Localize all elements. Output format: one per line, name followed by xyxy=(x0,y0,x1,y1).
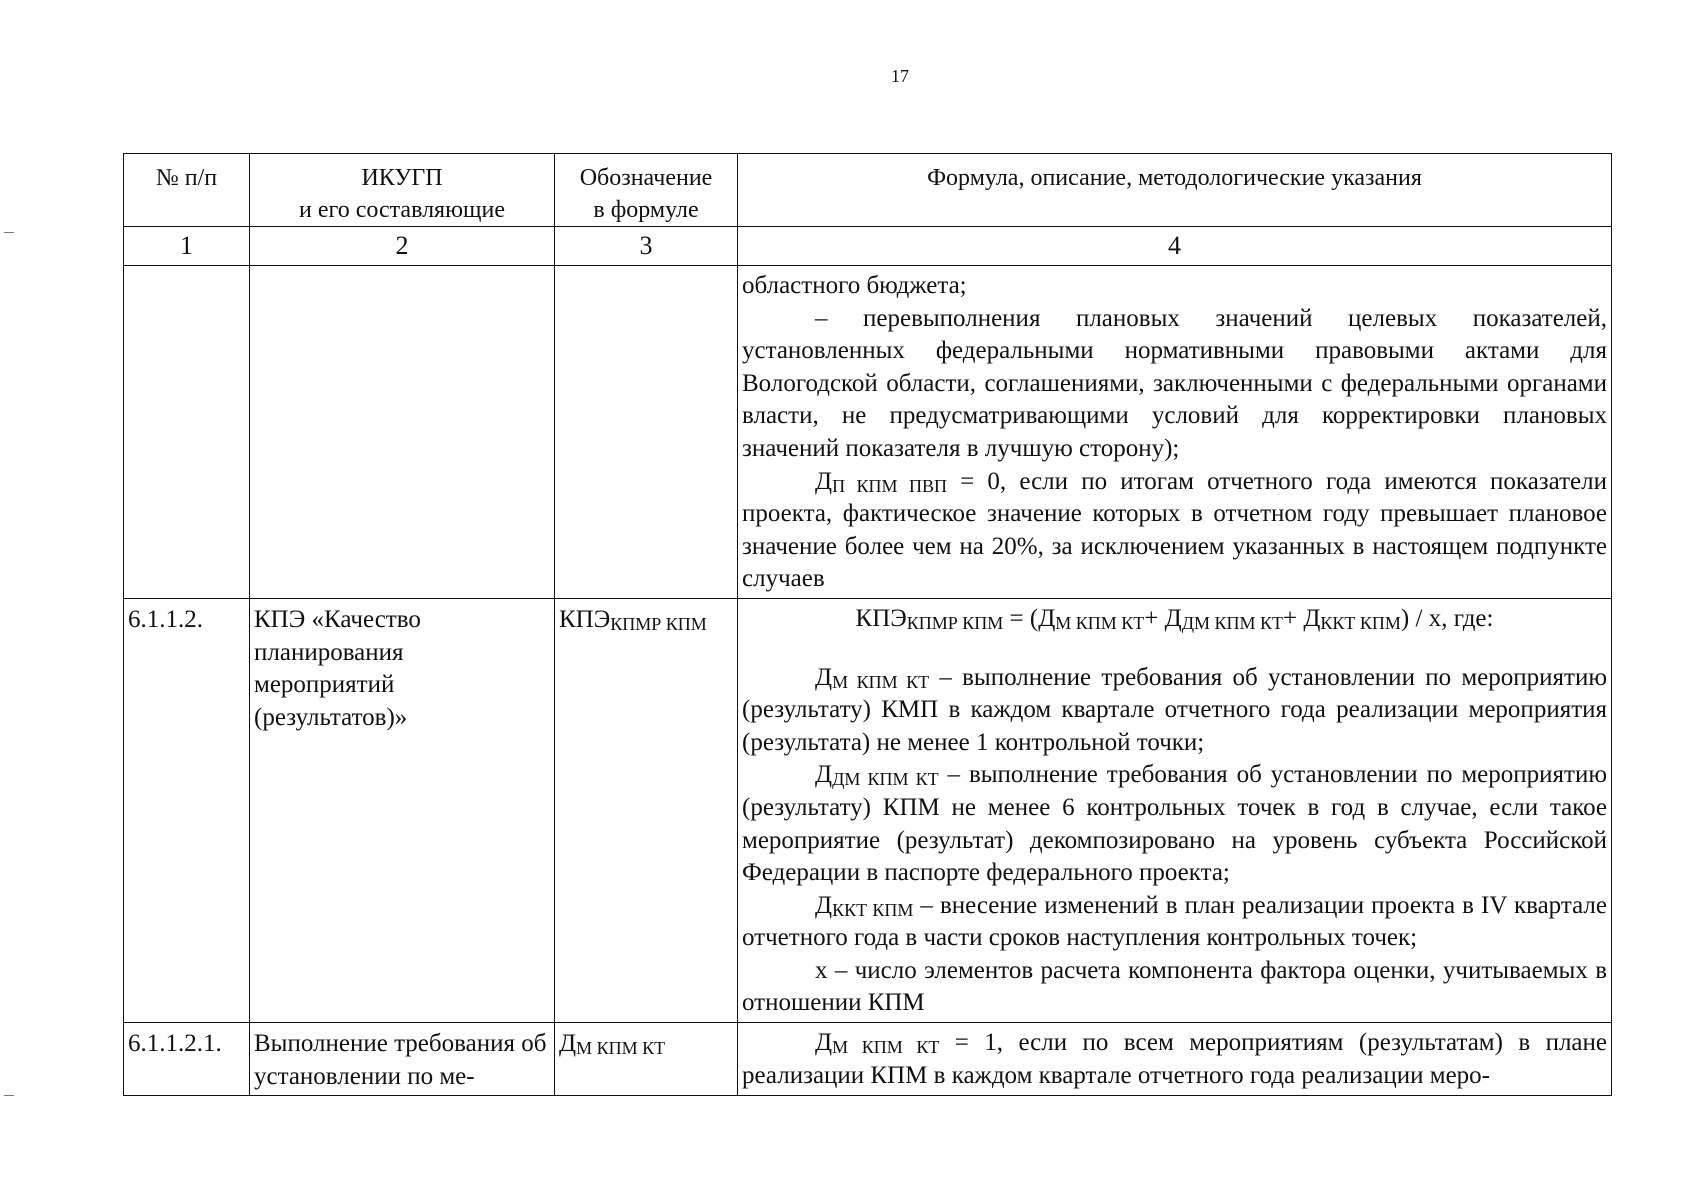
row-indicator-cell: КПЭ «Качество планирования мероприятий (результатов)» xyxy=(250,598,555,1022)
indicator-table xyxy=(123,153,1612,1096)
header-number: № п/п xyxy=(124,154,250,227)
paragraph: – перевыполнения плановых значений целевых показателей, установленных федеральными нормативными правовыми актами для Вологодской области, соглашениями, заключенными с федеральными органами власти, не предусматривающими условий для корректировки плановых значений показателя в лучшую сторону); xyxy=(742,304,1607,462)
row-symbol-cell: $Д_{М КПМ КТ}$ xyxy=(555,1023,738,1096)
column-number: 4 xyxy=(738,227,1612,266)
row-indicator-cell xyxy=(250,266,555,599)
table-row xyxy=(124,1023,1612,1096)
row-number-cell xyxy=(124,266,250,599)
row-number-cell: 6.1.1.2. xyxy=(124,598,250,1022)
paragraph: $Д_{ДМ КПМ КТ}$ – выполнение требования об установлении по мероприятию (результату) КПМ не менее 6 контрольных точек в год в случае, если такое мероприятие (результат) декомпозировано на уровень субъекта Российской Федерации в паспорте федерального проекта; xyxy=(742,761,1607,887)
table-row xyxy=(124,266,1612,599)
row-number-cell: 6.1.1.2.1. xyxy=(124,1023,250,1096)
paragraph: $Д_{П КПМ ПВП} = 0$, если по итогам отчетного года имеются показатели проекта, фактическое значение которых в отчетном году превышает плановое значение более чем на 20%, за исключением указанных в настоящем подпункте случаев xyxy=(742,467,1607,593)
header-indicator: ИКУГП и его составляющие xyxy=(250,154,555,227)
row-description-cell xyxy=(738,598,1612,1022)
paragraph: x – число элементов расчета компонента фактора оценки, учитываемых в отношении КПМ xyxy=(742,956,1607,1017)
formula: $КПЭ_{КПМР КПМ} = (Д_{М КПМ КТ}+ Д_{ДМ КПМ КТ}+ Д_{ККТ КПМ}) / x$, где: xyxy=(855,604,1494,633)
row-symbol-cell xyxy=(555,266,738,599)
header-symbol: Обозначение в формуле xyxy=(555,154,738,227)
row-indicator-cell: Выполнение требования об установлении по ме- xyxy=(250,1023,555,1096)
paragraph: областного бюджета; xyxy=(742,272,967,299)
column-number: 2 xyxy=(250,227,555,266)
paragraph: $Д_{М КПМ КТ}$ – выполнение требования об установлении по мероприятию (результату) КМП в каждом квартале отчетного года реализации мероприятия (результата) не менее 1 контрольной точки; xyxy=(742,663,1607,756)
scan-margin-mark xyxy=(4,1095,14,1096)
row-description-cell xyxy=(738,1023,1612,1096)
row-description-cell xyxy=(738,266,1612,599)
table-row xyxy=(124,598,1612,1022)
column-number-row xyxy=(124,227,1612,266)
header-formula: Формула, описание, методологические указания xyxy=(738,154,1612,227)
scan-margin-mark xyxy=(4,232,14,233)
table-header-row xyxy=(124,154,1612,227)
paragraph: $Д_{ККТ КПМ}$ – внесение изменений в план реализации проекта в IV квартале отчетного года в части сроков наступления контрольных точек; xyxy=(742,891,1607,952)
column-number: 3 xyxy=(555,227,738,266)
paragraph: $Д_{М КПМ КТ} = 1$, если по всем мероприятиям (результатам) в плане реализации КПМ в каждом квартале отчетного года реализации меро- xyxy=(742,1029,1607,1089)
column-number: 1 xyxy=(124,227,250,266)
row-symbol-cell: $КПЭ_{КПМР КПМ}$ xyxy=(555,598,738,1022)
page-number: 17 xyxy=(891,66,909,86)
